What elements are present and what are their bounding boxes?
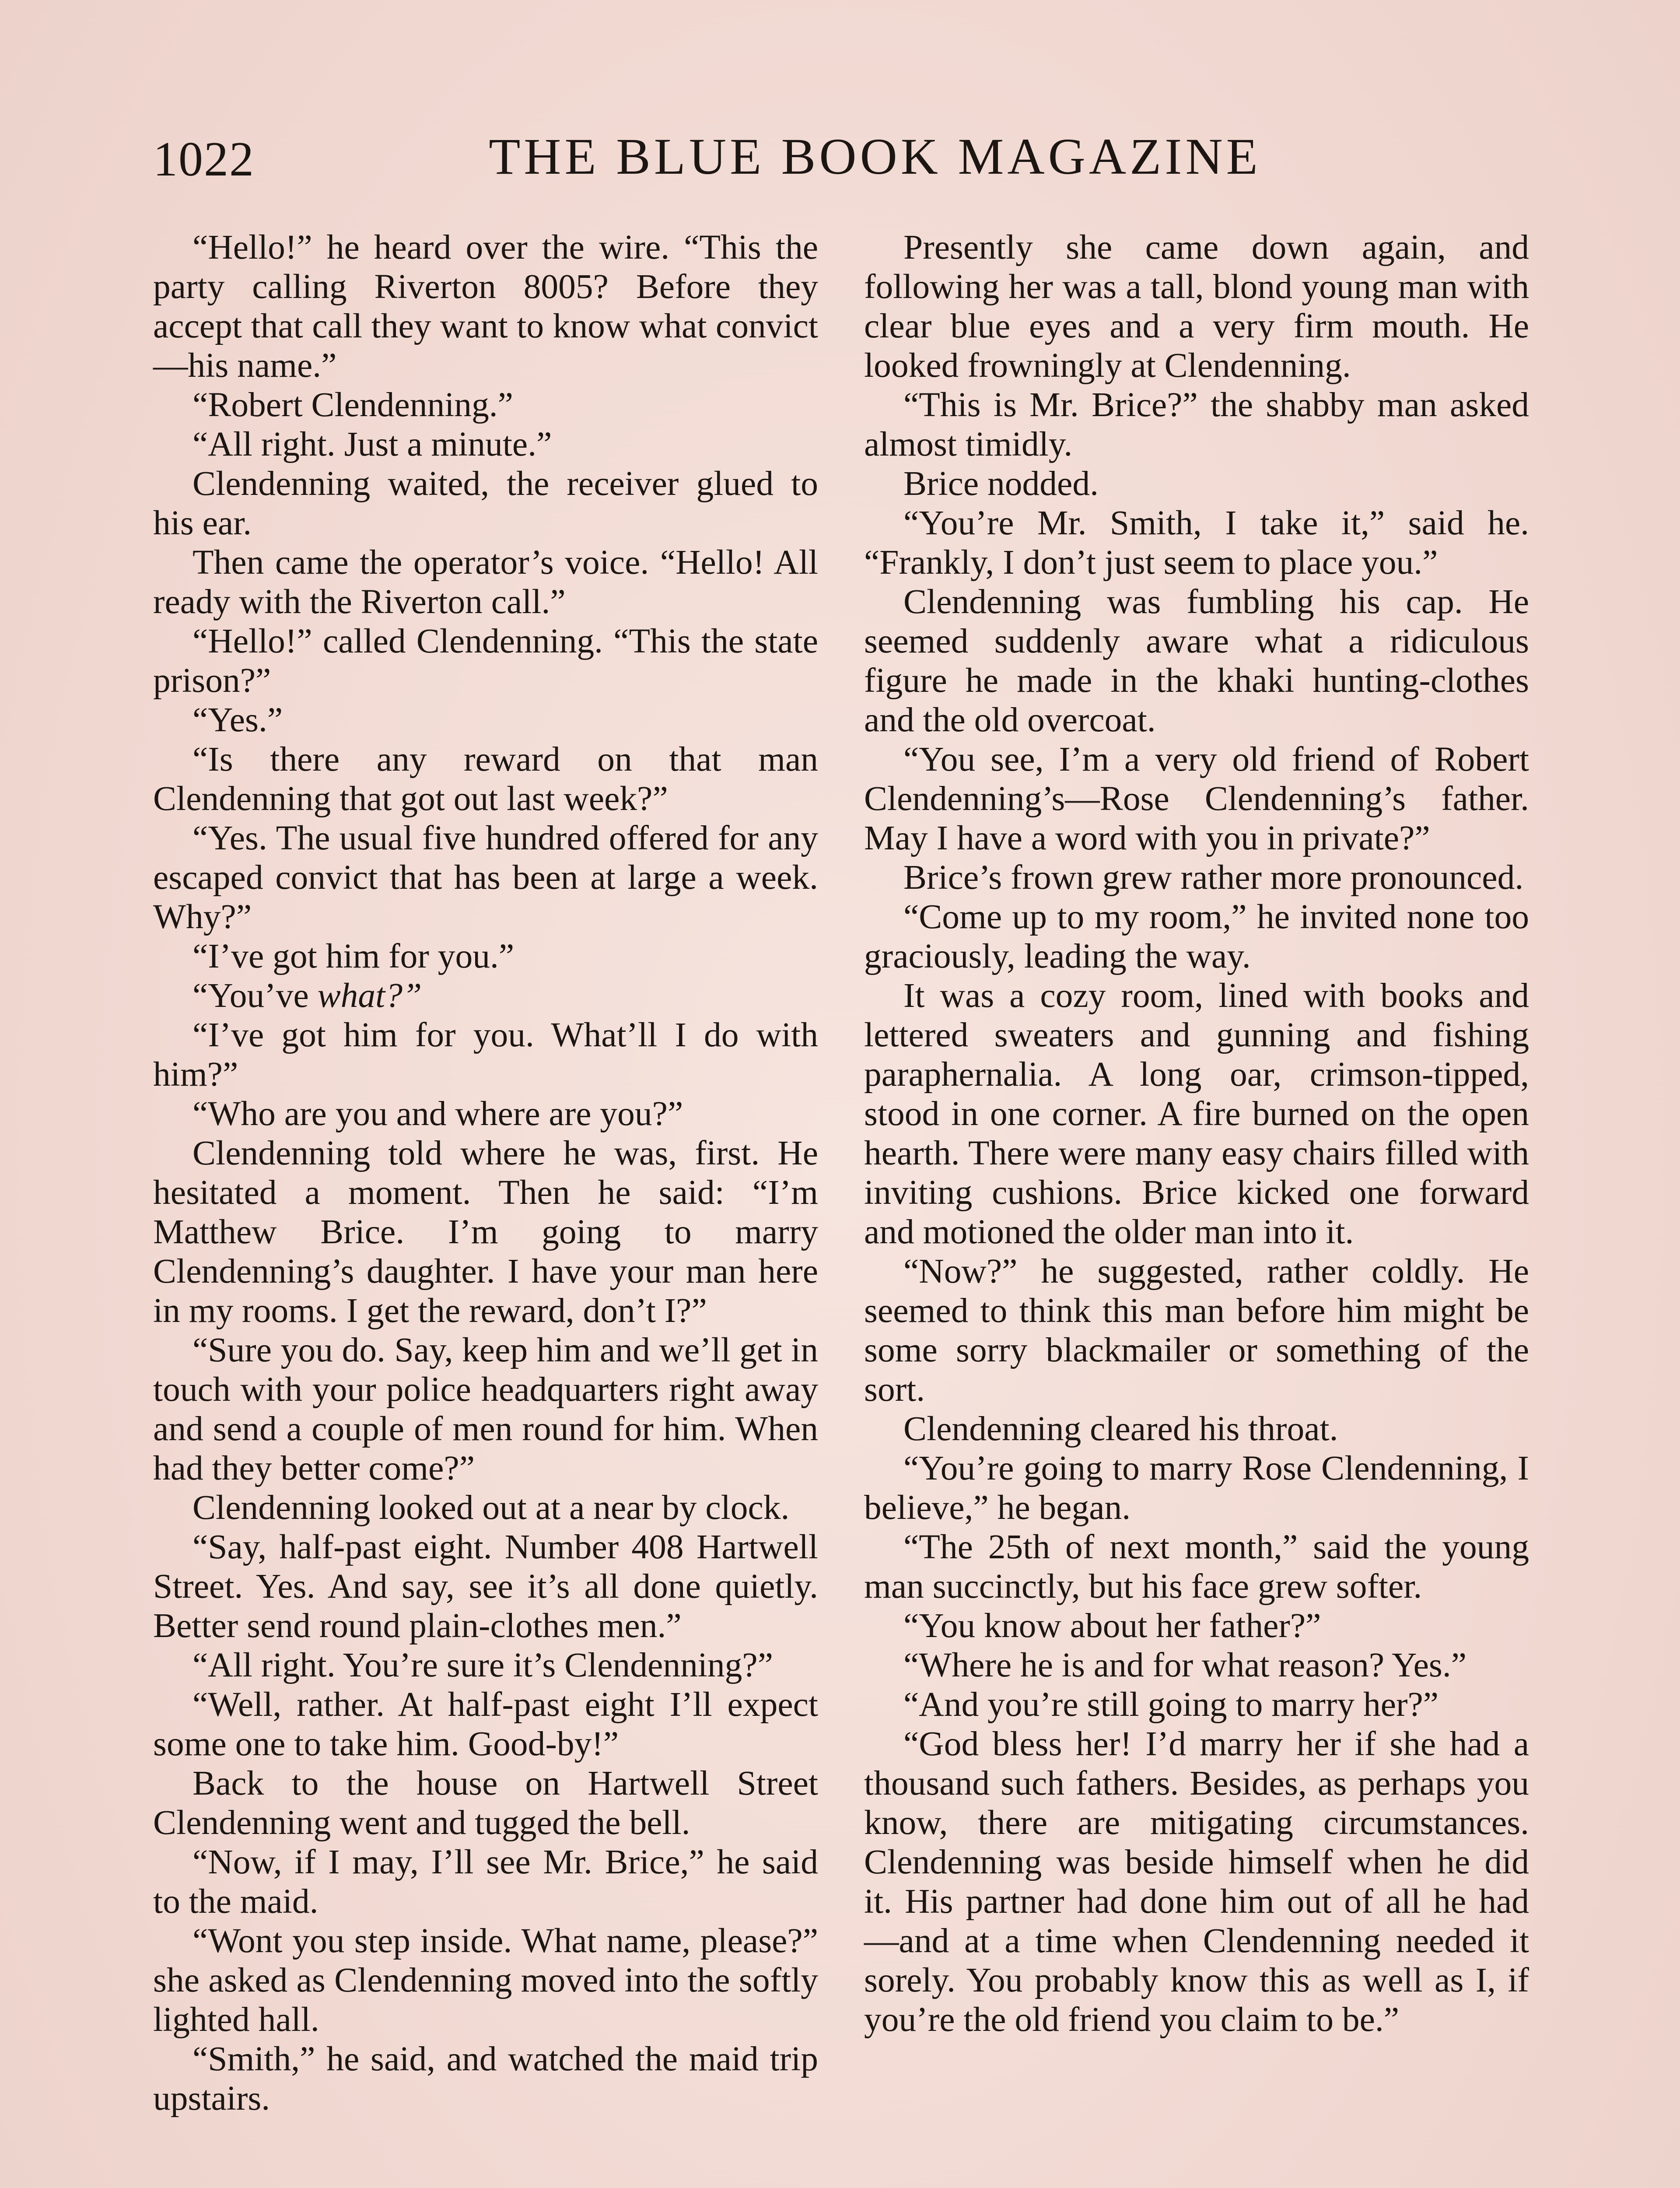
paragraph-text: “Hello!” he heard over the wire. “This the party calling Riverton 8005? Before they accept that call they want to know what convict—his name.” [153, 228, 818, 385]
paragraph [153, 1685, 818, 1764]
left-text-column [153, 228, 818, 2118]
paragraph-text: Clendenning looked out at a near by clock. [192, 1488, 790, 1527]
paragraph-text: “Hello!” called Clendenning. “This the state prison?” [153, 622, 818, 700]
paragraph [153, 1015, 818, 1094]
running-title: THE BLUE BOOK MAGAZINE [489, 128, 1261, 185]
paragraph [864, 503, 1529, 582]
paragraph [864, 858, 1529, 897]
paragraph [864, 582, 1529, 740]
paragraph [864, 740, 1529, 858]
paragraph-text: “Yes.” [192, 701, 283, 739]
paragraph [153, 1094, 818, 1133]
paragraph-text: “Who are you and where are you?” [192, 1094, 683, 1133]
paragraph-text: “You see, I’m a very old friend of Robert Clendenning’s—Rose Clendenning’s father. May I have a word with you in private?” [864, 740, 1529, 857]
paragraph-text: “Where he is and for what reason? Yes.” [903, 1646, 1466, 1684]
paragraph-text: “I’ve got him for you. What’ll I do with him?” [153, 1016, 818, 1094]
paragraph-text: “This is Mr. Brice?” the shabby man asked almost timidly. [864, 386, 1529, 463]
paragraph-text: “You’ve [192, 976, 318, 1015]
paragraph [153, 976, 818, 1015]
paragraph-text: It was a cozy room, lined with books and lettered sweaters and gunning and fishing paraphernalia. A long oar, crimson-tipped, stood in one corner. A fire burned on the open hearth. There were many easy chairs filled with inviting cushions. Brice kicked one forward and motioned the older man into it. [864, 976, 1529, 1251]
paragraph-text: Clendenning waited, the receiver glued to his ear. [153, 464, 818, 542]
paragraph [864, 1252, 1529, 1409]
paragraph [153, 621, 818, 700]
paragraph-text: Brice’s frown grew rather more pronounced. [903, 858, 1524, 897]
paragraph-text: “Say, half-past eight. Number 408 Hartwell Street. Yes. And say, see it’s all done quietly. Better send round plain-clothes men.” [153, 1528, 818, 1645]
paragraph [153, 385, 818, 424]
paragraph-text: “You know about her father?” [903, 1606, 1321, 1645]
page-header [153, 123, 1544, 193]
paragraph [864, 1409, 1529, 1448]
paragraph [153, 228, 818, 385]
paragraph [153, 700, 818, 740]
emphasized-text: what?” [317, 976, 422, 1015]
paragraph-text: “Wont you step inside. What name, please?” she asked as Clendenning moved into the softly lighted hall. [153, 1922, 818, 2039]
paragraph [864, 1645, 1529, 1685]
paragraph-text: Brice nodded. [903, 464, 1099, 503]
paragraph-text: “All right. You’re sure it’s Clendenning?” [192, 1646, 774, 1684]
paragraph-text: Then came the operator’s voice. “Hello! All ready with the Riverton call.” [153, 543, 818, 621]
paragraph [153, 1842, 818, 1921]
paragraph-text: “Come up to my room,” he invited none too graciously, leading the way. [864, 898, 1529, 975]
paragraph-text: “Smith,” he said, and watched the maid trip upstairs. [153, 2040, 818, 2118]
paragraph [864, 385, 1529, 464]
paragraph [864, 897, 1529, 976]
paragraph-text: “I’ve got him for you.” [192, 937, 514, 975]
paragraph-text: “Well, rather. At half-past eight I’ll expect some one to take him. Good-by!” [153, 1685, 818, 1763]
paragraph-text: “God bless her! I’d marry her if she had a thousand such fathers. Besides, as perhaps you know, there are mitigating circumstances. Clendenning was beside himself when he did it. His partner had done him out of all he had —and at a time when Clendenning needed it sorely. You probably know this as well as I, if you’re the old friend you claim to be.” [864, 1725, 1529, 2039]
paragraph [864, 228, 1529, 385]
page-number: 1022 [153, 132, 255, 186]
paragraph-text: “You’re Mr. Smith, I take it,” said he. “Frankly, I don’t just seem to place you.” [864, 504, 1529, 582]
paragraph-text: Clendenning was fumbling his cap. He seemed suddenly aware what a ridiculous figure he made in the khaki hunting-clothes and the old overcoat. [864, 582, 1529, 739]
paragraph-text: “And you’re still going to marry her?” [903, 1685, 1439, 1724]
paragraph-text: “Is there any reward on that man Clendenning that got out last week?” [153, 740, 818, 818]
paragraph [153, 936, 818, 976]
paragraph [153, 464, 818, 543]
paragraph [153, 740, 818, 818]
paragraph [864, 976, 1529, 1252]
paragraph-text: “Robert Clendenning.” [192, 386, 513, 424]
paragraph-text: Clendenning cleared his throat. [903, 1410, 1338, 1448]
paragraph [153, 2039, 818, 2118]
paragraph [153, 818, 818, 936]
paragraph-text: Back to the house on Hartwell Street Clendenning went and tugged the bell. [153, 1764, 818, 1842]
paragraph-text: Clendenning told where he was, first. He hesitated a moment. Then he said: “I’m Matthew Brice. I’m going to marry Clendenning’s daughter. I have your man here in my rooms. I get the reward, don’t I?” [153, 1134, 818, 1330]
paragraph [153, 424, 818, 464]
paragraph [864, 1527, 1529, 1606]
paragraph-text: “Yes. The usual five hundred offered for any escaped convict that has been at large a week. Why?” [153, 819, 818, 936]
paragraph [153, 1527, 818, 1645]
paragraph-text: “The 25th of next month,” said the young man succinctly, but his face grew softer. [864, 1528, 1529, 1606]
paragraph [153, 1921, 818, 2039]
paragraph [864, 1685, 1529, 1724]
paragraph [153, 1764, 818, 1842]
paragraph-text: “Now, if I may, I’ll see Mr. Brice,” he said to the maid. [153, 1843, 818, 1921]
paragraph [864, 464, 1529, 503]
paragraph [864, 1724, 1529, 2039]
paragraph [153, 1133, 818, 1330]
paragraph [153, 543, 818, 621]
paragraph [864, 1448, 1529, 1527]
right-text-column [864, 228, 1529, 2039]
paragraph-text: “Now?” he suggested, rather coldly. He seemed to think this man before him might be some sorry blackmailer or something of the sort. [864, 1252, 1529, 1409]
paragraph [153, 1330, 818, 1488]
paragraph-text: “You’re going to marry Rose Clendenning, I believe,” he began. [864, 1449, 1529, 1527]
paragraph-text: “Sure you do. Say, keep him and we’ll get in touch with your police headquarters right away and send a couple of men round for him. When had they better come?” [153, 1331, 818, 1487]
paragraph [153, 1488, 818, 1527]
paragraph-text: Presently she came down again, and following her was a tall, blond young man with clear blue eyes and a very firm mouth. He looked frowningly at Clendenning. [864, 228, 1529, 385]
paragraph [864, 1606, 1529, 1645]
paragraph-text: “All right. Just a minute.” [192, 425, 552, 463]
paragraph [153, 1645, 818, 1685]
